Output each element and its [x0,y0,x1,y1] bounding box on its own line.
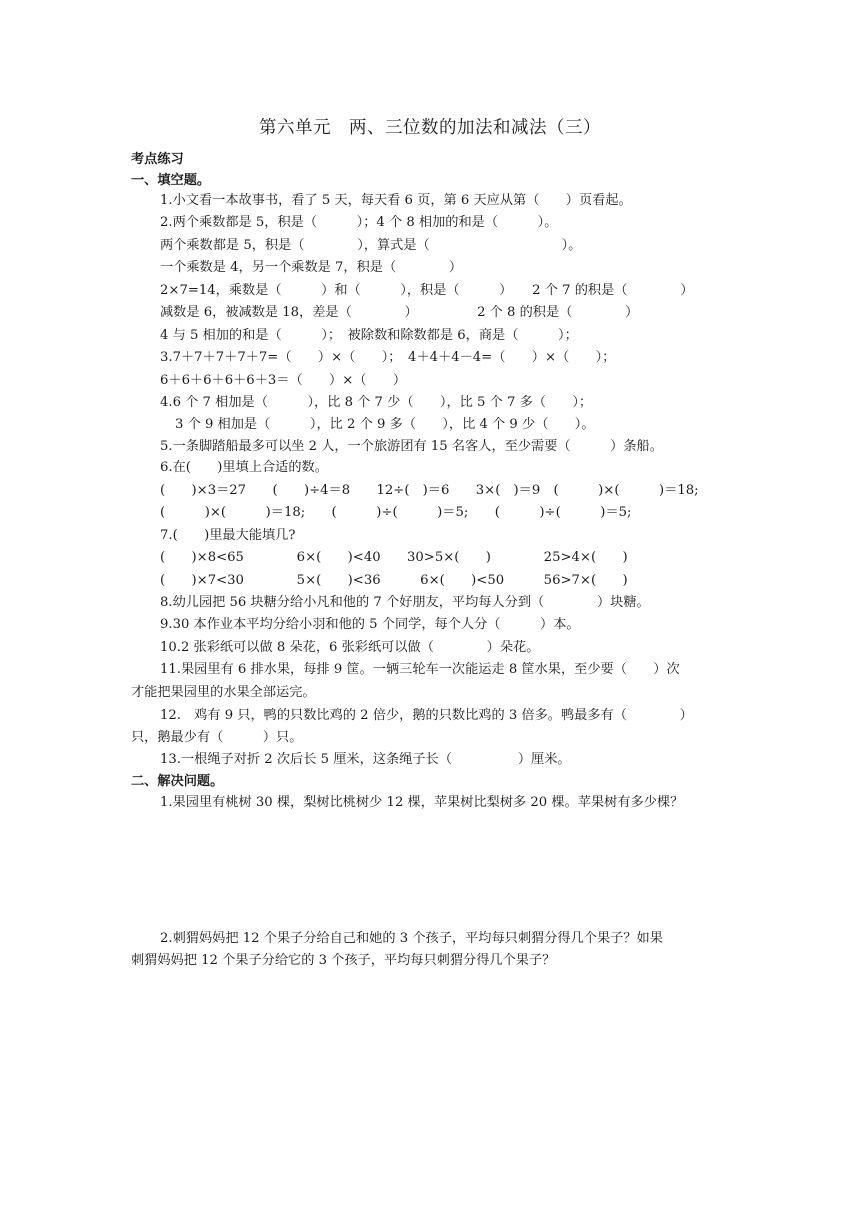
problem-line: 1.果园里有桃树 30 棵，梨树比桃树少 12 棵，苹果树比梨树多 20 棵。苹果树有多少棵？ [160,795,684,810]
question-line: 才能把果园里的水果全部运完。 [131,685,316,700]
question-line: 13.一根绳子对折 2 次后长 5 厘米，这条绳子长（ ）厘米。 [160,752,571,767]
question-line: 3 个 9 相加是（ ），比 2 个 9 多（ ），比 4 个 9 少（ ）。 [175,417,595,432]
section-label: 考点练习 [131,152,184,167]
question-line: 2×7=14，乘数是（ ）和（ ），积是（ ） 2 个 7 的积是（ ） [160,283,694,298]
question-line: 2.两个乘数都是 5，积是（ ）；4 个 8 相加的和是（ ）。 [160,215,558,230]
question-line: ( )×3＝27 ( )÷4＝8 12÷( )＝6 3×( )＝9 ( )×( )＝18; [160,483,699,498]
question-line: 6.在( )里填上合适的数。 [160,460,328,475]
question-line: 两个乘数都是 5，积是（ ），算式是（ ）。 [160,238,582,253]
question-line: 4 与 5 相加的和是（ ）； 被除数和除数都是 6，商是（ ）； [160,328,578,343]
question-line: ( )×8<65 6×( )<40 30>5×( ) 25>4×( ) [160,550,628,565]
question-line: 只，鹅最少有（ ）只。 [131,730,303,745]
question-line: 8.幼儿园把 56 块糖分给小凡和他的 7 个好朋友，平均每人分到（ ）块糖。 [160,595,650,610]
part1-heading: 一、填空题。 [131,173,211,188]
question-line: 11.果园里有 6 排水果，每排 9 筐。一辆三轮车一次能运走 8 筐水果，至少要（ ）次 [160,662,680,677]
question-line: 4.6 个 7 相加是（ ），比 8 个 7 少（ ），比 5 个 7 多（ ）； [160,395,593,410]
question-line: 一个乘数是 4，另一个乘数是 7，积是（ ） [160,260,463,275]
problem-line: 2.刺猬妈妈把 12 个果子分给自己和她的 3 个孩子，平均每只刺猬分得几个果子？如果 [160,931,663,946]
question-line: 5.一条脚踏船最多可以坐 2 人，一个旅游团有 15 名客人，至少需要（ ）条船。 [160,439,663,454]
question-line: 6＋6＋6＋6＋6＋3＝（ ）×（ ） [160,373,407,388]
question-line: 9.30 本作业本平均分给小羽和他的 5 个同学，每个人分（ ）本。 [160,617,580,632]
page-title: 第六单元 两、三位数的加法和减法（三） [259,118,601,138]
problem-line: 刺猬妈妈把 12 个果子分给它的 3 个孩子，平均每只刺猬分得几个果子？ [131,953,556,968]
question-line: 10.2 张彩纸可以做 8 朵花，6 张彩纸可以做（ ）朵花。 [160,640,540,655]
question-line: 12. 鸡有 9 只，鸭的只数比鸡的 2 倍少，鹅的只数比鸡的 3 倍多。鸭最多有（ ） [160,708,693,723]
question-line: 1.小文看一本故事书，看了 5 天，每天看 6 页，第 6 天应从第（ ）页看起。 [160,193,632,208]
question-line: 3.7＋7＋7＋7＋7=（ ）×（ ）； 4＋4＋4－4=（ ）×（ ）； [160,350,616,365]
question-line: ( )×7<30 5×( )<36 6×( )<50 56>7×( ) [160,573,628,588]
question-line: 减数是 6，被减数是 18，差是（ ） 2 个 8 的积是（ ） [160,305,639,320]
question-line: 7.( )里最大能填几? [160,528,296,543]
question-line: ( )×( )＝18; ( )÷( )＝5; ( )÷( )＝5; [160,505,632,520]
part2-heading: 二、解决问题。 [131,774,224,789]
